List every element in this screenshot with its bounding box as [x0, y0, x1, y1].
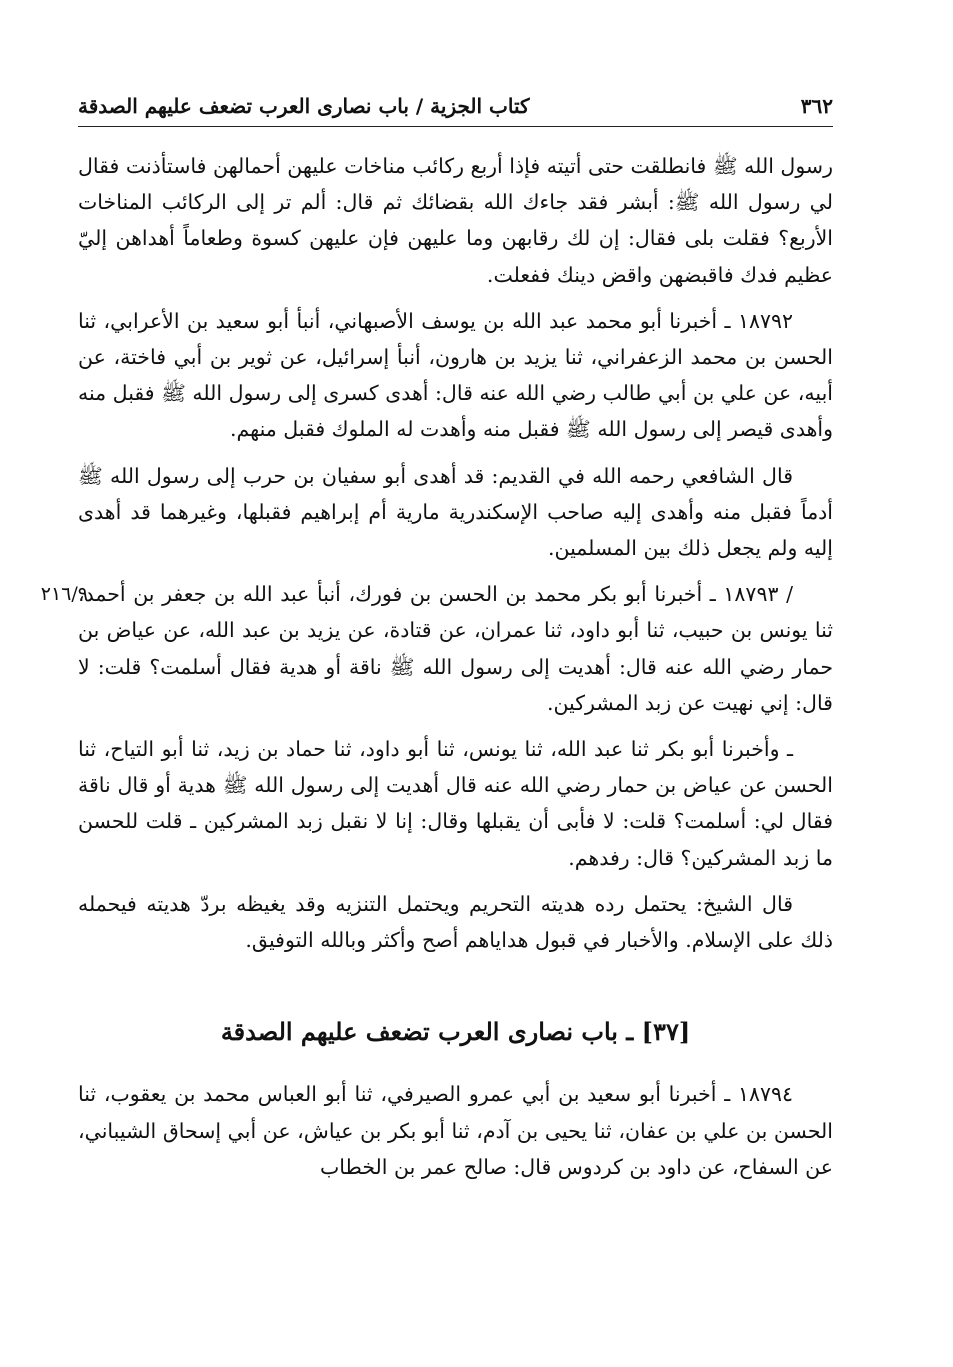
sheikh-note: قال الشيخ: يحتمل رده هديته التحريم ويحتمل التنزيه وقد يغيظه بردّ هديته فيحمله ذلك على الإسلام. والأخبار في قبول هداياهم أصح وأكثر وبالله التوفيق.	[78, 891, 833, 953]
running-title: كتاب الجزية / باب نصارى العرب تضعف عليهم الصدقة	[78, 94, 530, 118]
margin-reference: ٢١٦/٩	[40, 583, 88, 606]
paragraph-continuation: رسول الله ﷺ فانطلقت حتى أتيته فإذا أربع ركائب مناخات عليهن أحمالهن فاستأذنت فقال لي رسول الله ﷺ: أبشر فقد جاءك الله بقضائك ثم قال: ألم تر إلى الركائب المناخات الأربع؟ فقلت بلى فقال: إن لك رقابهن وما عليهن فإن عليهن كسوة وطعاماً أهداهن إليّ عظيم فدك فاقبضهن واقض دينك ففعلت.	[78, 154, 833, 287]
hadith-18794: ١٨٧٩٤ ـ أخبرنا أبو سعيد بن أبي عمرو الصيرفي، ثنا أبو العباس محمد بن يعقوب، ثنا الحسن بن علي بن عفان، ثنا يحيى بن آدم، ثنا أبو بكر بن عياش، عن أبي إسحاق الشيباني، عن السفاح، عن داود بن كردوس قال: صالح عمر بن الخطاب	[78, 1082, 833, 1179]
page-header	[78, 92, 833, 127]
hadith-18793-alt-chain: ـ وأخبرنا أبو بكر ثنا عبد الله، ثنا يونس، ثنا أبو داود، ثنا حماد بن زيد، ثنا أبو التياح، ثنا الحسن عن عياض بن حمار رضي الله عنه قال أهديت إلى رسول الله ﷺ هدية أو قال ناقة فقال لي: أسلمت؟ قلت: لا فأبى أن يقبلها وقال: إنا لا نقبل زبد المشركين ـ قلت للحسن ما زبد المشركين؟ قال: رفدهم.	[78, 737, 833, 870]
section-heading: [٣٧] ـ باب نصارى العرب تضعف عليهم الصدقة	[220, 1017, 691, 1047]
hadith-18793-block	[40, 576, 833, 721]
book-page	[40, 0, 833, 1367]
body-text	[40, 148, 833, 1195]
page-number: ٣٦٢	[800, 94, 833, 118]
hadith-18792: ١٨٧٩٢ ـ أخبرنا أبو محمد عبد الله بن يوسف الأصبهاني، أنبأ أبو سعيد بن الأعرابي، ثنا الحسن بن محمد الزعفراني، ثنا يزيد بن هارون، أنبأ إسرائيل، عن ثوير بن أبي فاختة، عن أبيه، عن علي بن أبي طالب رضي الله عنه قال: أهدى كسرى إلى رسول الله ﷺ فقبل منه وأهدى قيصر إلى رسول الله ﷺ فقبل منه وأهدت له الملوك فقبل منهم.	[78, 308, 833, 442]
hadith-18793: / ١٨٧٩٣ ـ أخبرنا أبو بكر محمد بن الحسن بن فورك، أنبأ عبد الله بن جعفر بن أحمد، ثنا يونس بن حبيب، ثنا أبو داود، ثنا عمران، عن قتادة، عن يزيد بن عبد الله، عن عياض بن حمار رضي الله عنه قال: أهديت إلى رسول الله ﷺ ناقة أو هدية فقال أسلمت؟ قلت: لا قال: إني نهيت عن زبد المشركين.	[78, 582, 833, 715]
shafii-note: قال الشافعي رحمه الله في القديم: قد أهدى أبو سفيان بن حرب إلى رسول الله ﷺ أدماً فقبل منه وأهدى إليه صاحب الإسكندرية مارية أم إبراهيم فقبلها، وغيرهما قد أهدى إليه ولم يجعل ذلك بين المسلمين.	[78, 463, 833, 561]
